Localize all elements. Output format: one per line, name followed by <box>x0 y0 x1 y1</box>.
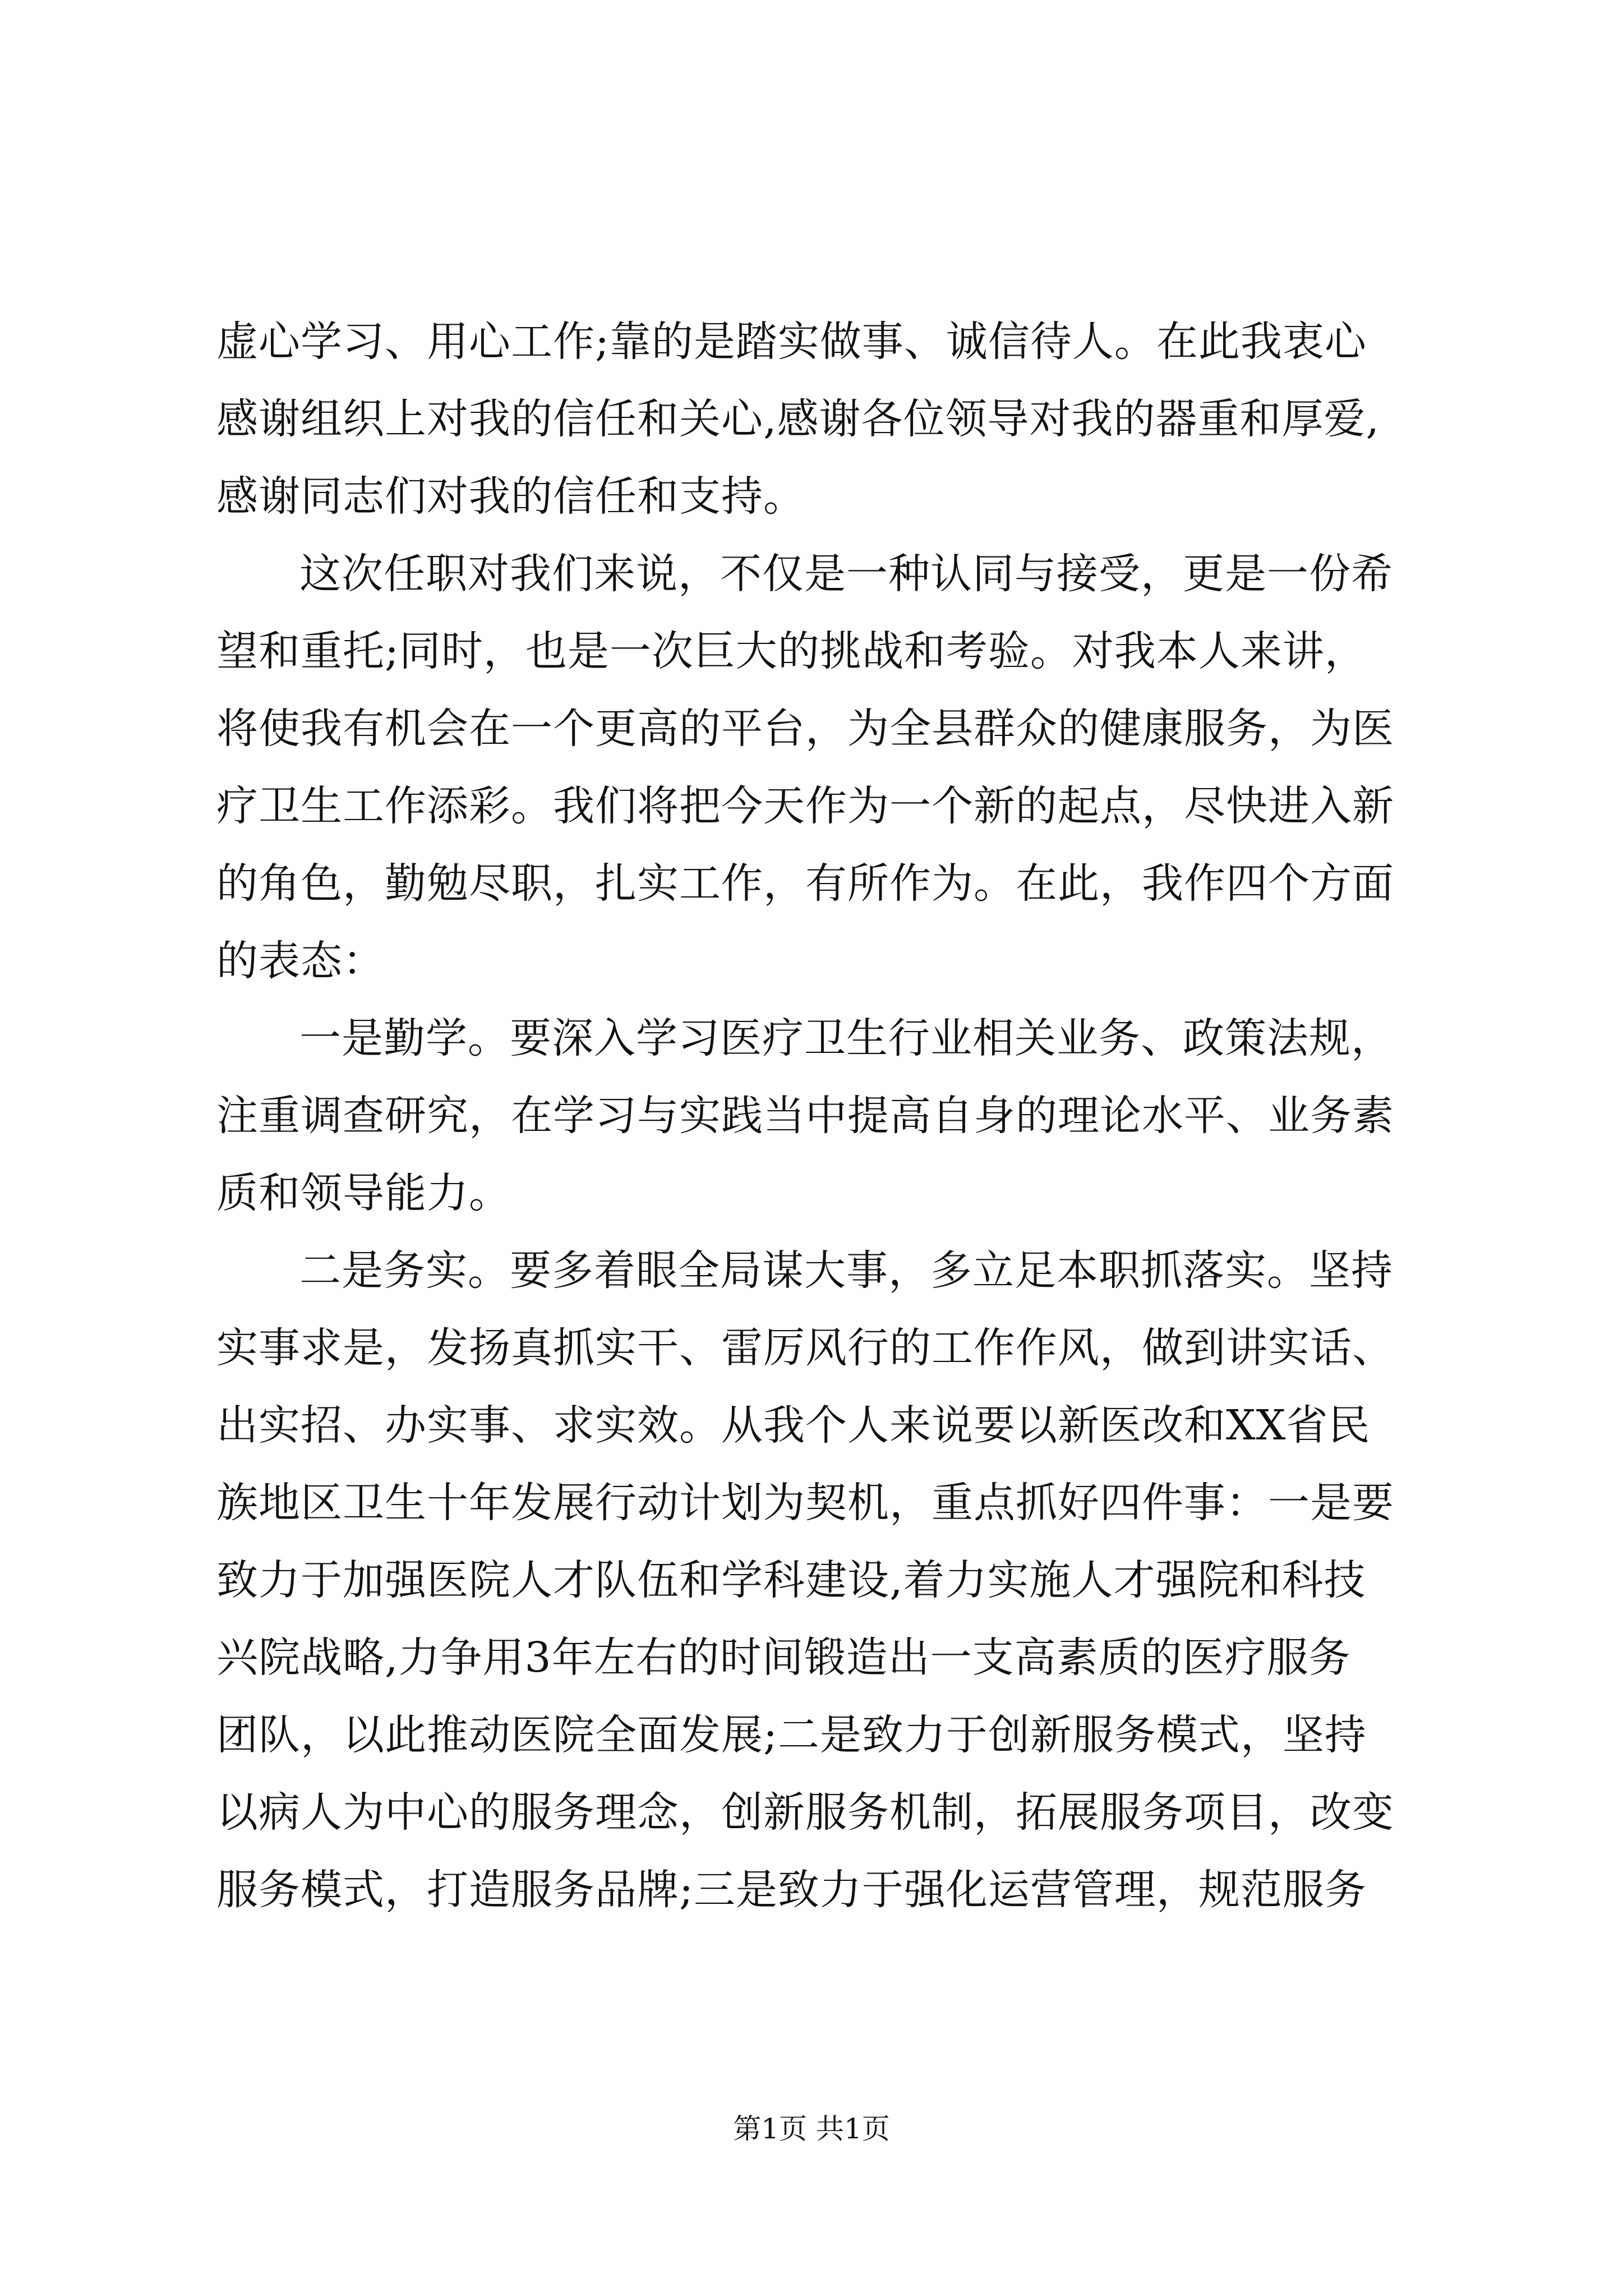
text-line: 致力于加强医院人才队伍和学科建设,着力实施人才强院和科技 <box>216 1556 1366 1604</box>
paragraph-first-line: 这次任职对我们来说，不仅是一种认同与接受，更是一份希 <box>299 550 1393 598</box>
text-line: 虚心学习、用心工作;靠的是踏实做事、诚信待人。在此我衷心 <box>216 318 1367 366</box>
text-line: 注重调查研究，在学习与实践当中提高自身的理论水平、业务素 <box>216 1092 1394 1140</box>
paragraph-first-line: 二是务实。要多着眼全局谋大事，多立足本职抓落实。坚持 <box>299 1246 1393 1295</box>
text-line: 兴院战略,力争用3年左右的时间锻造出一支高素质的医疗服务 <box>216 1634 1351 1682</box>
text-line: 族地区卫生十年发展行动计划为契机，重点抓好四件事：一是要 <box>216 1479 1394 1527</box>
text-line: 出实招、办实事、求实效。从我个人来说要以新医改和XX省民 <box>216 1401 1371 1450</box>
paragraph-first-line: 一是勤学。要深入学习医疗卫生行业相关业务、政策法规， <box>299 1014 1393 1062</box>
document-body <box>216 303 1467 1929</box>
text-line: 的表态： <box>216 937 385 985</box>
text-line: 望和重托;同时，也是一次巨大的挑战和考验。对我本人来讲， <box>216 627 1367 675</box>
text-line: 感谢同志们对我的信任和支持。 <box>216 472 805 521</box>
text-line: 将使我有机会在一个更高的平台，为全县群众的健康服务，为医 <box>216 705 1394 753</box>
text-line: 疗卫生工作添彩。我们将把今天作为一个新的起点，尽快进入新 <box>216 782 1394 830</box>
text-line: 质和领导能力。 <box>216 1169 511 1217</box>
page-footer: 第1页 共1页 <box>733 2113 890 2145</box>
text-line: 实事求是，发扬真抓实干、雷厉风行的工作作风，做到讲实话、 <box>216 1324 1394 1372</box>
text-line: 感谢组织上对我的信任和关心,感谢各位领导对我的器重和厚爱, <box>216 395 1380 443</box>
text-line: 服务模式，打造服务品牌;三是致力于强化运营管理，规范服务 <box>216 1866 1367 1914</box>
text-line: 的角色，勤勉尽职，扎实工作，有所作为。在此，我作四个方面 <box>216 859 1394 908</box>
text-line: 以病人为中心的服务理念，创新服务机制，拓展服务项目，改变 <box>216 1788 1394 1837</box>
text-line: 团队，以此推动医院全面发展;二是致力于创新服务模式，坚持 <box>216 1711 1367 1759</box>
